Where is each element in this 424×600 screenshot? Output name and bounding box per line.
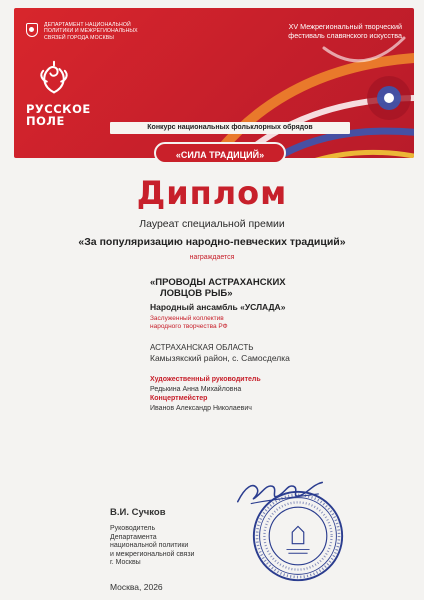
logo-text xyxy=(26,103,108,127)
contest-name: Конкурс национальных фольклорных обрядов xyxy=(110,122,350,134)
honor-line-2: народного творчества РФ xyxy=(150,322,228,330)
signature-mark xyxy=(232,476,328,510)
director-name: Редькина Анна Михайловна xyxy=(150,386,242,393)
accompanist-name: Иванов Александр Николаевич xyxy=(150,405,252,412)
award-name: «За популяризацию народно-певческих традиций» xyxy=(78,236,346,248)
honor-title xyxy=(150,315,270,330)
decorative-ornament-icon xyxy=(174,28,414,158)
position-line-5: г. Москвы xyxy=(110,559,141,566)
city-year: Москва, 2026 xyxy=(110,582,163,592)
awarded-label: награждается xyxy=(189,254,235,261)
position-line-2: Департамента xyxy=(110,533,157,541)
position-line-4: и межрегиональной связи xyxy=(110,550,195,558)
position-line-1: Руководитель xyxy=(110,525,156,532)
russkoe-pole-logo xyxy=(26,60,108,127)
region-name: АСТРАХАНСКАЯ ОБЛАСТЬ xyxy=(150,343,254,352)
festival-name: XV Межрегиональный творческий фестиваль славянского искусства xyxy=(288,22,402,40)
rite-line-1: «ПРОВОДЫ АСТРАХАНСКИХ xyxy=(150,277,286,288)
signer-position xyxy=(110,525,240,568)
motto-badge: «СИЛА ТРАДИЦИЙ» xyxy=(154,142,286,164)
role-director: Художественный руководитель xyxy=(150,376,261,383)
honor-line-1: Заслуженный коллектив xyxy=(150,315,224,322)
rite-name xyxy=(150,277,390,299)
district-name: Камызякский район, с. Самосделка xyxy=(150,353,290,363)
laureate-line: Лауреат специальной премии xyxy=(139,218,285,230)
position-line-3: национальной политики xyxy=(110,542,189,549)
logo-line-2: ПОЛЕ xyxy=(26,114,65,128)
ensemble-name: Народный ансамбль «УСЛАДА» xyxy=(150,302,286,312)
header-banner xyxy=(14,8,414,158)
rite-line-2: ЛОВЦОВ РЫБ» xyxy=(160,288,233,299)
moscow-emblem-icon xyxy=(26,23,38,37)
role-accompanist: Концертмейстер xyxy=(150,395,208,402)
department-name: ДЕПАРТАМЕНТ НАЦИОНАЛЬНОЙ ПОЛИТИКИ И МЕЖРЕГИОНАЛЬНЫХ СВЯЗЕЙ ГОРОДА МОСКВЫ xyxy=(44,22,138,41)
russkoe-pole-logo-icon xyxy=(36,60,72,96)
logo-line-1: РУССКОЕ xyxy=(26,102,91,116)
department-block xyxy=(26,22,154,41)
signer-name: В.И. Сучков xyxy=(110,507,166,518)
diploma-title: Диплом xyxy=(136,174,288,212)
